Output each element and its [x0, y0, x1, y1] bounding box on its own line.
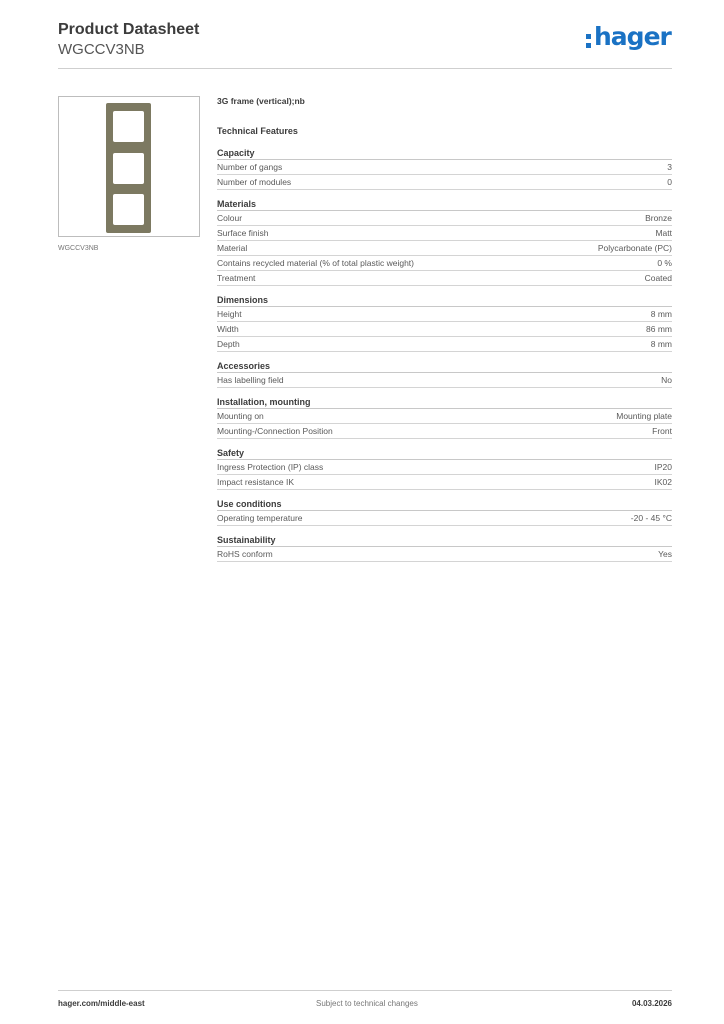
spec-value: Yes [658, 549, 672, 559]
spec-row [217, 241, 672, 256]
spec-value: 86 mm [646, 324, 672, 334]
spec-section [217, 198, 672, 286]
spec-section [217, 147, 672, 190]
spec-label: Colour [217, 213, 243, 223]
spec-row [217, 547, 672, 562]
spec-label: RoHS conform [217, 549, 273, 559]
spec-label: Has labelling field [217, 375, 284, 385]
spec-row [217, 271, 672, 286]
spec-section [217, 447, 672, 490]
spec-row [217, 322, 672, 337]
footer-website-link[interactable]: hager.com/middle-east [58, 999, 145, 1008]
spec-label: Width [217, 324, 239, 334]
footer-note: Subject to technical changes [316, 999, 418, 1008]
spec-row [217, 175, 672, 190]
spec-row [217, 211, 672, 226]
spec-section [217, 396, 672, 439]
section-title: Use conditions [217, 498, 672, 511]
spec-value: 0 % [657, 258, 672, 268]
spec-value: Polycarbonate (PC) [597, 243, 672, 253]
spec-label: Mounting-/Connection Position [217, 426, 333, 436]
spec-value: 0 [667, 177, 672, 187]
spec-content [217, 95, 672, 570]
spec-label: Depth [217, 339, 240, 349]
spec-row [217, 337, 672, 352]
spec-value: 8 mm [650, 339, 672, 349]
spec-row [217, 256, 672, 271]
spec-row [217, 307, 672, 322]
spec-label: Contains recycled material (% of total plastic weight) [217, 258, 414, 268]
page-title: Product Datasheet [58, 21, 200, 38]
technical-features-title: Technical Features [217, 126, 298, 136]
spec-row [217, 409, 672, 424]
spec-row [217, 373, 672, 388]
image-caption: WGCCV3NB [58, 245, 99, 252]
spec-value: Mounting plate [616, 411, 672, 421]
spec-sections [217, 147, 672, 562]
footer-date: 04.03.2026 [631, 999, 672, 1008]
spec-value: Bronze [645, 213, 672, 223]
section-title: Safety [217, 447, 672, 460]
spec-value: -20 - 45 °C [630, 513, 672, 523]
section-title: Materials [217, 198, 672, 211]
spec-value: 3 [667, 162, 672, 172]
spec-section [217, 360, 672, 388]
footer-divider [58, 990, 672, 991]
spec-value: No [661, 375, 672, 385]
spec-value: Matt [655, 228, 672, 238]
spec-label: Number of gangs [217, 162, 283, 172]
spec-row [217, 160, 672, 175]
spec-label: Treatment [217, 273, 256, 283]
spec-row [217, 226, 672, 241]
product-code: WGCCV3NB [58, 41, 145, 58]
spec-row [217, 424, 672, 439]
frame-cell [113, 194, 144, 225]
spec-label: Number of modules [217, 177, 292, 187]
spec-value: Coated [644, 273, 672, 283]
section-title: Installation, mounting [217, 396, 672, 409]
spec-label: Ingress Protection (IP) class [217, 462, 324, 472]
logo-dots-icon [586, 34, 592, 52]
spec-value: 8 mm [650, 309, 672, 319]
logo-text: hager [594, 22, 671, 51]
spec-section [217, 534, 672, 562]
spec-label: Material [217, 243, 248, 253]
spec-value: IK02 [654, 477, 672, 487]
spec-value: Front [652, 426, 672, 436]
section-title: Dimensions [217, 294, 672, 307]
header-divider [58, 68, 672, 69]
spec-label: Surface finish [217, 228, 269, 238]
spec-label: Impact resistance IK [217, 477, 295, 487]
spec-label: Operating temperature [217, 513, 303, 523]
section-title: Capacity [217, 147, 672, 160]
spec-label: Mounting on [217, 411, 264, 421]
spec-label: Height [217, 309, 242, 319]
section-title: Accessories [217, 360, 672, 373]
frame-cell [113, 153, 144, 184]
spec-row [217, 475, 672, 490]
spec-value: IP20 [654, 462, 672, 472]
product-image [58, 96, 200, 237]
spec-row [217, 511, 672, 526]
frame-illustration [106, 103, 151, 233]
spec-section [217, 294, 672, 352]
frame-cell [113, 111, 144, 142]
spec-row [217, 460, 672, 475]
section-title: Sustainability [217, 534, 672, 547]
product-name: 3G frame (vertical);nb [217, 96, 305, 106]
spec-section [217, 498, 672, 526]
